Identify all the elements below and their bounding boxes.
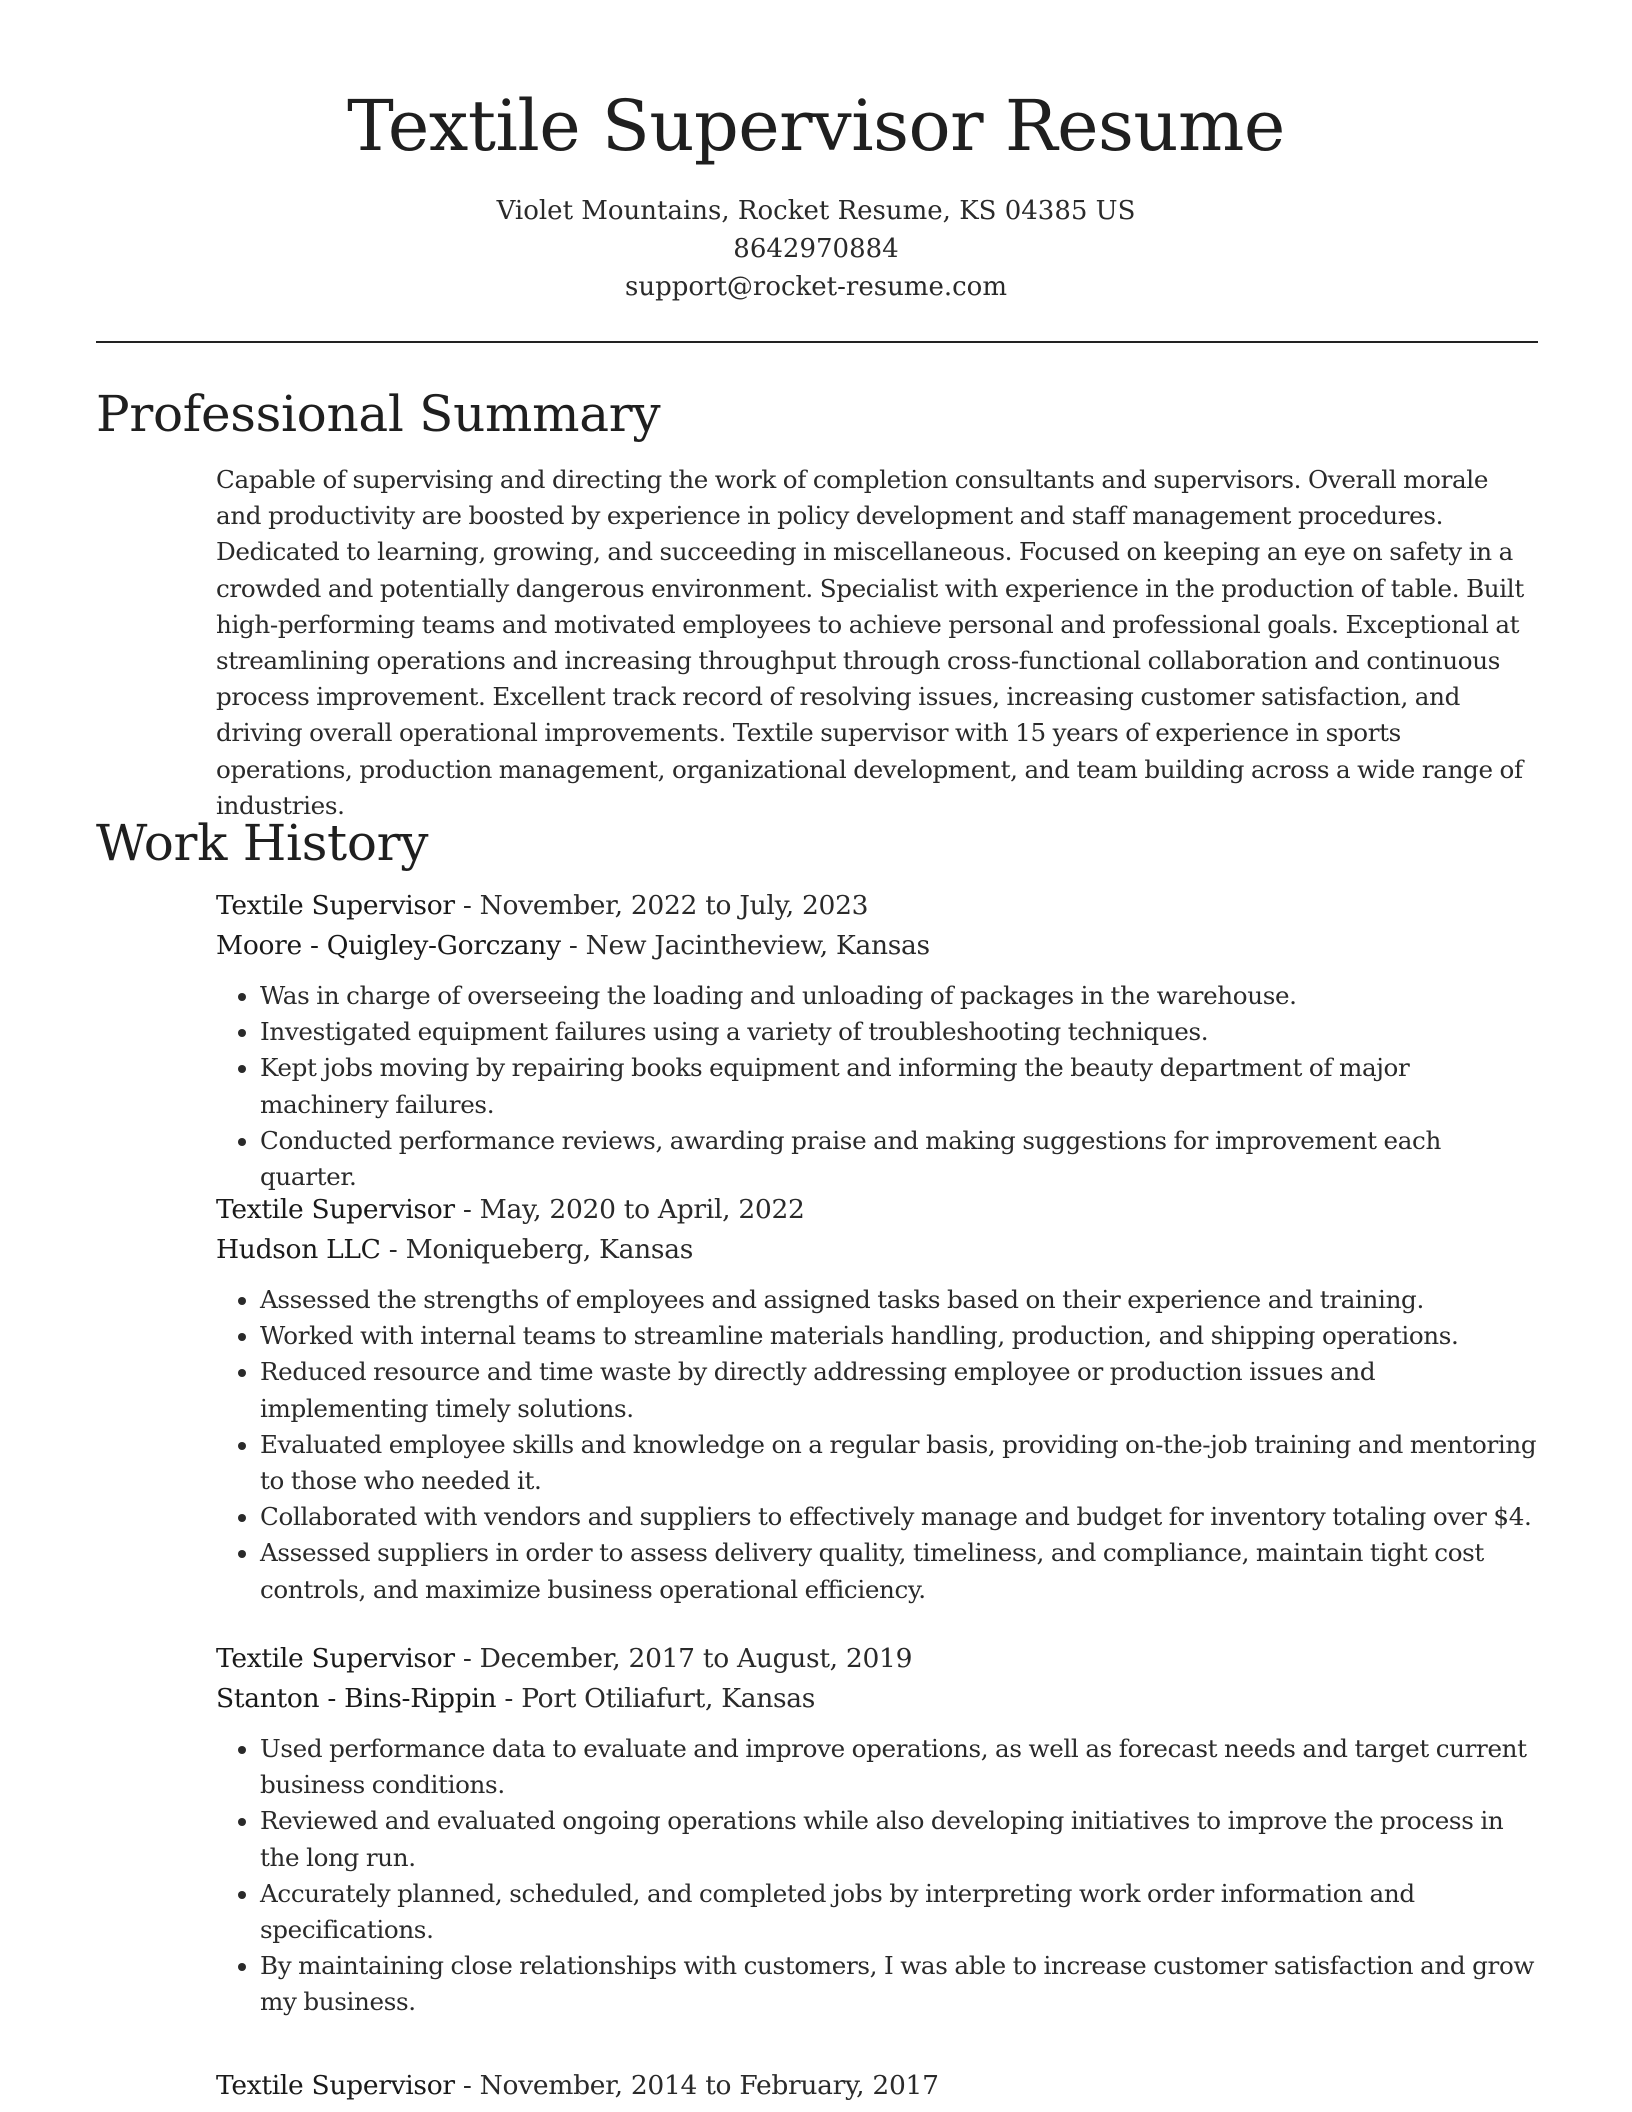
job-bullet: • Investigated equipment failures using a variety of troubleshooting techniques. <box>260 1014 1541 1050</box>
job-company: Hudson LLC <box>216 1234 381 1265</box>
job-company-line: Stanton - Bins-Rippin - Port Otiliafurt, Kansas <box>216 1683 816 1714</box>
contact-email: support@rocket-resume.com <box>624 272 1007 302</box>
job-company: Moore - Quigley-Gorczany <box>216 930 561 961</box>
job-bullets <box>216 978 1541 1195</box>
job-title-line: Textile Supervisor - November, 2022 to July, 2023 <box>216 890 869 921</box>
job-bullets <box>216 1731 1541 2021</box>
job-entry <box>216 886 1541 1195</box>
job-title-line: Textile Supervisor - November, 2014 to February, 2017 <box>216 2070 939 2101</box>
summary-text: Capable of supervising and directing the work of completion consultants and supervisors. Overall morale and productivity are boosted by experience in policy development and staff management procedures. Dedicated to learning, growing, and succeeding in miscellaneous. Focused on keeping an eye on safety in a crowded and potentially dangerous environment. Specialist with experience in the production of table. Built high-performing teams and motivated employees to achieve personal and professional goals. Exceptional at streamlining operations and increasing throughput through cross-functional collaboration and continuous process improvement. Excellent track record of resolving issues, increasing customer satisfaction, and driving overall operational improvements. Textile supervisor with 15 years of experience in sports operations, production management, organizational development, and team building across a wide range of industries. <box>216 465 1524 820</box>
job-dates: November, 2022 to July, 2023 <box>479 890 869 921</box>
contact-block <box>0 192 1632 306</box>
job-title: Textile Supervisor <box>216 1643 455 1674</box>
header-divider <box>96 341 1538 343</box>
job-title-line: Textile Supervisor - December, 2017 to August, 2019 <box>216 1643 913 1674</box>
job-title: Textile Supervisor <box>216 1194 455 1225</box>
job-bullet: • Reviewed and evaluated ongoing operations while also developing initiatives to improve the process in the long run. <box>260 1803 1541 1875</box>
job-bullet: • Used performance data to evaluate and improve operations, as well as forecast needs and target current business conditions. <box>260 1731 1541 1803</box>
job-title-line: Textile Supervisor - May, 2020 to April, 2022 <box>216 1194 805 1225</box>
job-company-line: Moore - Quigley-Gorczany - New Jacintheview, Kansas <box>216 930 930 961</box>
job-entry <box>216 1639 1541 2021</box>
job-bullets <box>216 1282 1541 1608</box>
job-bullet: • Assessed suppliers in order to assess delivery quality, timeliness, and compliance, maintain tight cost controls, and maximize business operational efficiency. <box>260 1535 1541 1607</box>
job-bullet: • Collaborated with vendors and suppliers to effectively manage and budget for inventory totaling over $4. <box>260 1499 1541 1535</box>
job-location: Port Otiliafurt, Kansas <box>521 1683 816 1714</box>
job-company-line: Hudson LLC - Moniqueberg, Kansas <box>216 1234 694 1265</box>
resume-title: Textile Supervisor Resume <box>347 85 1285 167</box>
job-bullet: • Evaluated employee skills and knowledge on a regular basis, providing on-the-job training and mentoring to those who needed it. <box>260 1427 1541 1499</box>
job-company: Stanton - Bins-Rippin <box>216 1683 497 1714</box>
job-dates: December, 2017 to August, 2019 <box>479 1643 913 1674</box>
job-entry <box>216 1190 1541 1608</box>
job-location: Moniqueberg, Kansas <box>405 1234 694 1265</box>
job-bullet: • Conducted performance reviews, awarding praise and making suggestions for improvement each quarter. <box>260 1123 1541 1195</box>
job-bullet: • Accurately planned, scheduled, and completed jobs by interpreting work order information and specifications. <box>260 1876 1541 1948</box>
job-entry <box>216 2066 1541 2106</box>
job-location: New Jacintheview, Kansas <box>585 930 930 961</box>
job-bullet: • Worked with internal teams to streamline materials handling, production, and shipping operations. <box>260 1318 1541 1354</box>
contact-phone: 8642970884 <box>733 234 899 264</box>
contact-address: Violet Mountains, Rocket Resume, KS 04385 US <box>496 196 1136 226</box>
job-dates: May, 2020 to April, 2022 <box>479 1194 805 1225</box>
job-bullet: • Reduced resource and time waste by directly addressing employee or production issues and implementing timely solutions. <box>260 1354 1541 1426</box>
job-bullet: • By maintaining close relationships with customers, I was able to increase customer satisfaction and grow my business. <box>260 1948 1541 2020</box>
job-title: Textile Supervisor <box>216 890 455 921</box>
section-title-work-history: Work History <box>96 814 429 872</box>
job-dates: November, 2014 to February, 2017 <box>479 2070 939 2101</box>
job-bullet: • Was in charge of overseeing the loading and unloading of packages in the warehouse. <box>260 978 1541 1014</box>
job-title: Textile Supervisor <box>216 2070 455 2101</box>
job-bullet: • Assessed the strengths of employees and assigned tasks based on their experience and training. <box>260 1282 1541 1318</box>
section-title-summary: Professional Summary <box>96 385 661 443</box>
job-bullet: • Kept jobs moving by repairing books equipment and informing the beauty department of major machinery failures. <box>260 1050 1541 1122</box>
